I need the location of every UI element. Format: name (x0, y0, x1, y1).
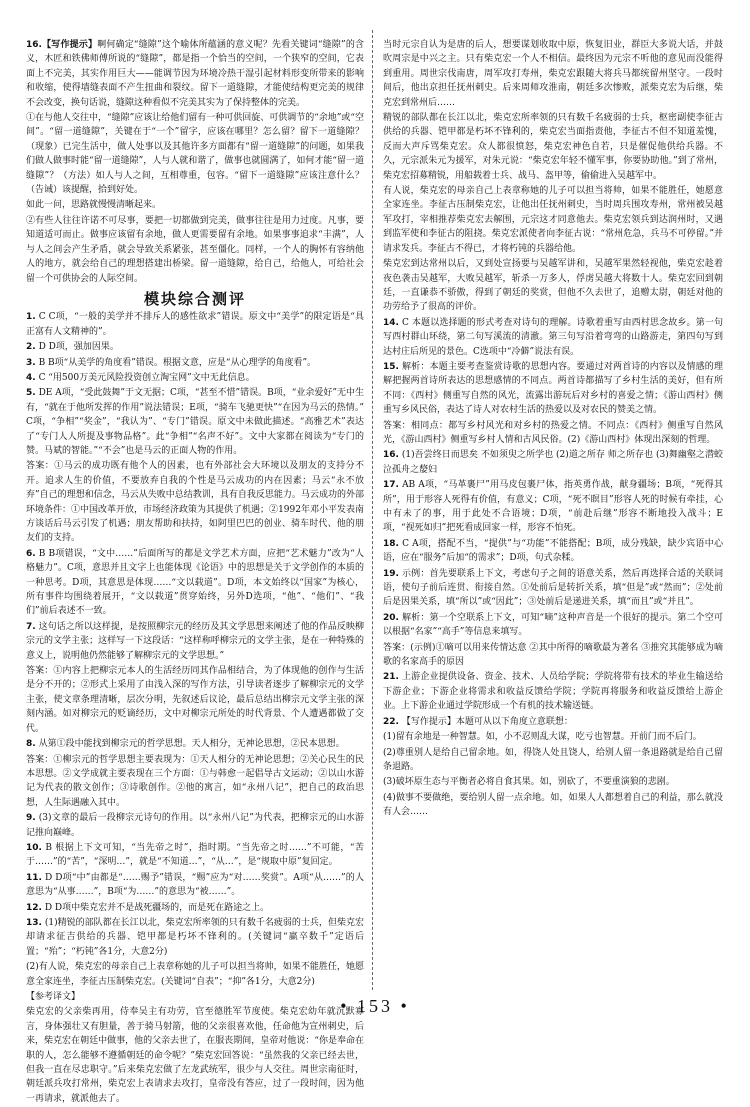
answer-item (26, 960, 364, 989)
answer-item (383, 611, 723, 640)
answer-item (26, 664, 364, 736)
answer-item (26, 340, 364, 354)
question-number: 7. (26, 621, 36, 632)
answer-text: 答案：①柳宗元的哲学思想主要表现为：①天人相分的无神论思想；②关心民生的民本思想。②文学成就主要表现在三个方面：①与韩愈一起倡导古文运动；②以山水游记为代表的散文创作；③诗歌创作。②他的寓言，如“永州八记”，把自己的政治思想，人生际遇融入其中。 (26, 754, 364, 808)
answer-item (26, 1005, 364, 1106)
answer-text: AB A项，“马革裹尸”用马皮包裹尸体，指英勇作战，献身疆场；B项，“死得其所”，用于形容人死得有价值，有意义；C项，“死不瞑目”形容人死的时候有牵挂，心中有未了的事，用于此处不合语境；D项，“前赴后继”形容不断地投入战斗；E项，“视死如归”把死看成回家一样，形容不怕死。 (383, 480, 723, 534)
paragraph: 16.【写作提示】啊何确定“缝隙”这个喻体所蕴涵的意义呢？先看关键词“缝隙”的含义，木匠和铁佛师傅所说的“缝隙”，都是指一个恰当的空间，一个狭窄的空间，它表面上不完美，其实作用巨大——能调节因为环境冷热干湿引起材料形变所带来的影响和收缩，使得墙缝表面不产生扭曲和裂纹。留下一道缝隙，才能使结构更完美的规律不会改变，换句话说，缝隙这种看似不完美其实为了保持整体的完美。 (26, 40, 364, 108)
answer-text: 答案：(示例)①嘀可以用来传情达意 ②其中所得的嘀歌最为著名 ③推究其能够成为嘀歌的名家高手的原因 (383, 642, 723, 668)
answer-text: 【参考译文】 (26, 992, 81, 1002)
answer-item (383, 791, 723, 820)
answer-item (26, 841, 364, 870)
answer-item (26, 356, 364, 370)
answer-item (383, 746, 723, 775)
answer-text: 答案：相同点：都写乡村风光和对乡村的热爱之情。不同点：《西村》侧重写自然风光，《游山西村》侧重写乡村人情和古风民俗。(2)《游山西村》体现出深刻的哲理。 (383, 420, 723, 445)
answer-text: (3)破坏原生态与平衡者必将自食其果。如，别砍了，不要重演狼的悲剧。 (383, 777, 675, 788)
answer-item (383, 537, 723, 566)
answer-text: C “用500万美元风险投资创立淘宝网”文中无此信息。 (38, 372, 255, 383)
answer-text: 精锐的部队都在长江以北，柴克宏所率领的只有数千名疲弱的士兵，枢密副使李征古供给的兵器、铠甲都是朽坏不锋利的，柴克宏当面指责他，李征古不但不知道羞愧，反而大声斥骂柴克宏。众人都很愤怒，柴克宏神色自若，只是催促他供给兵器。不久，元宗派朱元为援军，对朱元说：“柴克宏年轻不懂军事，你要协助他。”到了常州，柴克宏招募精锐，用船载着士兵、战马、盔甲等，偷偷进入吴越军中。 (383, 113, 723, 181)
question-number: 14. (383, 317, 399, 328)
question-number: 4. (26, 372, 36, 383)
answer-text: C 本题以选择题的形式考查对诗句的理解。诗歌着重写由西村思念故乡。第一句写西村群山环绕，第二句写溪流的清澈。第三句写沿着弯弯的山路游走，第四句写到达村庄后所见的景色。C选项中“冷僻”说法有误。 (383, 317, 724, 357)
answer-item (383, 419, 723, 448)
paragraph: ①在与他人交往中，“缝隙”应该让给他们留有一种可供回旋、可供调节的“余地”或“空间”。“留一道缝隙”，关键在于“一个”留字，应该在哪里？怎么留？留下一道缝隙？（现象）已完生活中，做人处事以及其他许多方面都有“留一道缝隙”的问题，如果我们做人做事时能“留一道缝隙”，人与人就和谐了，做事也就圆满了，如何才能“留一道缝隙”？（方法）如人与人之间，互相尊重，包容。“留下一道缝隙”应该注意什么？（告诫）该提醒，拾到好处。 (26, 113, 365, 196)
question-number: 11. (26, 872, 42, 883)
answer-item (26, 620, 364, 663)
question-number: 9. (26, 813, 36, 824)
question-number: 3. (26, 357, 36, 368)
answer-list (383, 38, 723, 820)
answer-item (26, 310, 364, 339)
answer-item (383, 38, 723, 110)
answer-item (26, 386, 364, 458)
answer-item (26, 811, 364, 840)
answer-item (383, 184, 723, 256)
answer-item (26, 737, 364, 751)
answer-item (26, 547, 364, 619)
paragraph: 如此一问，思路就慢慢清晰起来。 (26, 200, 162, 211)
answer-item (26, 871, 364, 900)
answer-text: (4)做事不要做绝，要给别人留一点余地。如，如果人人都想着自己的利益，那么就没有人会…… (383, 792, 723, 818)
answer-text: B B项“从美学的角度看”错误。根据文意，应是“从心理学的角度看”。 (38, 357, 317, 368)
answer-text: 答案：①内容上把柳宗元本人的生活经历同其作品相结合，为了体现他的创作与生活是分不开的；②形式上采用了由浅入深的写作方法，引导读者逐步了解柳宗元的文学主张，使文章条理清晰，层次分明，先叙述后议论，最后总结出柳宗元文学主张的深刻内涵。如对柳宗元的贬谪经历，文中对柳宗元所处的时代背景、个人遭遇都做了交代。 (26, 666, 364, 734)
question-number: 6. (26, 548, 36, 559)
question-number: 16. (383, 450, 399, 461)
question-number: 17. (383, 480, 399, 491)
answer-item (383, 775, 723, 789)
answer-item (383, 257, 723, 315)
answer-text: 有人说，柴克宏的母亲自己上表章称她的儿子可以担当将帅，如果不能胜任，她愿意全家连坐。李征古压制柴克宏，让他出任抚州刺史，当时周兵围攻寿州，常州被吴越军攻打，宰相推荐柴克宏去解围，元宗这才同意他去。柴克宏领兵到达润州时，又遇到监军使和李征古的阻挠。柴克宏派使者向李征古说：“常州危急，兵马不可停留。”并请求发兵。李征古不得已，才将朽钝的兵器给他。 (383, 186, 723, 254)
answer-text: 当时元宗自认为是唐的后人，想要谋划收取中原，恢复旧业，群臣大多说大话，并鼓吹周宗是中兴之主。只有柴克宏一个人不相信。最终因为元宗不听他的意见而没能得到重用。周世宗伐南唐，周军攻打寿州，柴克宏跟随大将兵马都统留州坚守。一段时间后，他出京担任抚州刺史。后来周师攻淮南，朝廷多次惨败，派柴克宏为后继，柴克宏到常州后…… (383, 40, 723, 108)
question-number: 20. (383, 612, 399, 623)
question-number: 10. (26, 842, 42, 853)
answer-text: (2)有人说，柴克宏的母亲自己上表章称她的儿子可以担当将帅，如果不能胜任，她愿意全家连坐，李征古压制柴克宏。(关键词“自表”；“抑”各1分，大意2分) (26, 962, 364, 987)
answer-text: D D项中柴克宏并不是战死疆场的，而是死在路途之上。 (44, 902, 270, 913)
question-number: 21. (383, 672, 399, 683)
answer-item (383, 478, 723, 536)
answer-item (26, 916, 364, 959)
answer-item (383, 715, 723, 729)
answer-text: 答案：①马云的成功既有他个人的因素，也有外部社会大环境以及朋友的支持分不开。追求人生的价值，不要放弃自我的个性是马云成功的内在因素；马云“永不放弃”自己的理想和信念，马云从失败中总结教训，具有自我反思能力。马云成功的外部环境条件：①中国改革开放，市场经济政策为其提供了机遇；②1992年邓小平发表南方谈话后马云引发了机遇；朋友帮助和扶持，如阿里巴巴的创业、骑车时代、他的朋友们的支持。 (26, 461, 364, 544)
question-number: 19. (383, 568, 399, 579)
answer-text: D D项，强加因果。 (38, 342, 119, 353)
answer-text: 柴克宏的父亲柴再用，侍奉吴主有功劳，官至德胜军节度使。柴克宏幼年就沉默寡言，身体强壮又有胆量，善于骑马射箭，他的父亲很喜欢他，任命他为宣州刺史，后来，柴克宏在朝廷中做事，他的父亲去世了，在服丧期间，皇帝对他说：“你是奉命在职的人，怎么能够不遵循朝廷的命令呢？”柴克宏回答说：“虽然我的父亲已经去世，但我一直在尽忠职守。”后来柴克宏做了左龙武统军，很少与人交往。周世宗南征时，朝廷派兵攻打常州，柴克宏上表请求去攻打，皇帝没有答应，过了一段时间，因为他一再请求，就派他去了。 (26, 1007, 364, 1104)
left-column (26, 38, 364, 1107)
answer-text: D D项“中”由都是“……赐予”错误，“赐”应为“对……奖赏”。A项“从……”的人意思为“从事……”，B项“为……”的意思为“被……”。 (26, 872, 364, 898)
question-number: 13. (26, 917, 42, 928)
answer-item (383, 670, 723, 713)
question-number: 12. (26, 902, 42, 913)
answer-item (26, 901, 364, 915)
question-number: 15. (383, 361, 399, 372)
paragraph: ②有些人往往许诺不可尽事，要把一切都做到完美，做事往往是用力过度。凡事，要知道适可而止。做事应该留有余地，做人更需要留有余地。如果事事追求“丰满”，人与人之间会产生矛盾，就会导致关系紧张，甚至僵化。同样，一个人的胸怀有容纳他人的地方，就会给自己的理想搭建出桥梁。留一道缝隙，给自己，给他人，可给社会留一个可供协会的人际空间。 (26, 215, 364, 284)
answer-item (383, 641, 723, 670)
answer-text: (1)精锐的部队都在长江以北，柴克宏所率领的只有数千名疲弱的士兵，但柴克宏却请求征吉供给的兵器、铠甲都是朽坏不锋利的。(关键词“羸卒数千”定语后置；“殆”；“朽钝”各1分，大意2分) (26, 917, 364, 957)
answer-item (383, 360, 723, 418)
answer-text: 【写作提示】本题可从以下角度立意联想： (401, 716, 573, 727)
answer-text: B 根据上下文可知，“当先帝之时”，指时期。“当先帝之时……”不可能，“苦于……”的“苦”，“深明…”，就是“不知道…”，“从…”，是“规取中原”复回定。 (26, 842, 364, 868)
answer-item (383, 567, 723, 610)
answer-text: DE A项，“受此鼓舞”于文无据；C项，“甚至不惜”错误。B项，“业余爱好”无中生有，“就在于他所发挥的作用”说法错误；E项，“骑车飞驰更快”“在因为马云的热情。” C项，“争相”“奖金”，“我认为”、“专门”错误。原文中未做此描述。“高雅艺术”表达了“专门人人所提及事物品格”。此“争相”“名声不好”。文中大家都在阅读为“专门的赞。马斌的智能。”“不会”也是马云的正面人物的作用。 (26, 388, 364, 456)
answer-item (383, 448, 723, 477)
answer-item (383, 111, 723, 183)
column-divider (372, 30, 373, 990)
page-number: • 153 • (340, 996, 410, 1016)
answer-text: B B项错误，“文中……”后面所写的都是文学艺术方面，应把“艺术魅力”改为“人格魅力”。C项，意思并且文字上也能体现《论语》中的思想是关于文学创作的本质的一种思考。D项，其意思是体现……“文以载道”。D项，本文始终以“国家”为核心，所有事件均围绕着展开，“文以载道”贯穿始终，另外D选项，“他”、“他们”、“我们”前后表述不一致。 (26, 548, 364, 617)
answer-text: C C项，“一般的美学并不排斥人的感性欲求”错误。原文中“美学”的限定语是“具正富有人文精神的”。 (26, 312, 364, 337)
right-column (383, 38, 723, 821)
section-title: 模块综合测评 (143, 289, 246, 308)
question-number: 22. (383, 716, 399, 727)
writing-hint-block (26, 38, 364, 286)
answer-text: 从第①段中能找到柳宗元的哲学思想。天人相分，无神论思想，②民本思想。 (38, 739, 345, 750)
answer-item (383, 730, 723, 744)
question-number: 2. (26, 342, 36, 353)
answer-text: C A项，搭配不当，“提供”与“功能”不能搭配；B项，成分残缺，缺少宾语中心语，应在“服务”后加“的需求”；D项，句式杂糅。 (383, 538, 723, 564)
answer-item (26, 753, 364, 811)
question-number: 1. (26, 312, 36, 323)
answer-text: 上游企业提供设备、资金、技术、人员给学院；学院将带有技术的毕业生输送给下游企业；下游企业将需求和收益反馈给学院；学院再将服务和收益反馈给上游企业。上下游企业通过学院形成一个有机的技术输送链。 (383, 672, 723, 712)
answer-text: 这句话之所以这样提，是按照柳宗元的经历及其文学思想来阐述了他的作品反映柳宗元的文学主张；这样写一下这段话：“这样称呼柳宗元的文学主张，是在一种特殊的意义上，说明他仍然能够了解柳宗元的文学思想。” (26, 621, 364, 661)
question-number: 18. (383, 538, 399, 549)
answer-text: (1)吾尝终日而思矣 不如须臾之所学也 (2)道之所存 师之所存也 (3)舞幽壑之潜蛟 泣孤舟之嫠妇 (383, 450, 723, 475)
answer-text: 柴克宏到达常州以后，又到处宣扬要与吴越军讲和，吴越军果然轻视他，柴克宏趁着夜色袭击吴越军，大败吴越军，斩杀一万多人，俘虏吴越大将数十人。柴克宏回到朝廷，一直谦恭不骄傲，得到了朝廷的奖赏，但他不久去世了，追赠太尉，朝廷对他的功劳给予了很高的评价。 (383, 259, 723, 313)
answer-text: (2)尊重别人是给自己留余地。如，得饶人处且饶人，给别人留一条退路就是给自己留条退路。 (383, 747, 723, 772)
answer-text: (3)文章的最后一段柳宗元诗句的作用。以“永州八记”为代表，把柳宗元的山水游记推向巅峰。 (26, 813, 364, 838)
answer-item (26, 459, 364, 545)
answer-text: 示例：首先要联系上下文，考虑句子之间的语意关系，然后再选择合适的关联词语，使句子前后连贯、衔接自然。①处前后是转折关系，填“但是”或“然而”；②处前后是因果关系，填“所以”或“因此”；③处前后是递进关系，填“而且”或“并且”。 (383, 568, 723, 608)
answer-text: 解析：第一个空联系上下文，可知“嘀”这种声音是一个很好的提示。第二个空可以根据“名家”“高手”等信息来填写。 (383, 612, 723, 638)
answer-item (26, 371, 364, 385)
question-number: 5. (26, 388, 36, 399)
answer-text: (1)留有余地是一种智慧。如，小不忍则乱大谋，吃亏也智慧。开前门而不后门。 (383, 732, 702, 743)
answer-list (26, 310, 364, 1106)
answer-text: 解析：本题主要考查鉴赏诗歌的思想内容。要通过对两首诗的内容以及情感的理解把握两首诗所表达的思想感情的不同点。两首诗都描写了乡村生活的美好，但有所不同：《西村》侧重写自然的风光，流露出游玩后对乡村的喜爱之情；《游山西村》侧重写乡风民俗，表达了诗人对农村生活的热爱以及对农民的赞美之情。 (383, 361, 723, 416)
answer-item (383, 316, 723, 359)
question-number: 8. (26, 739, 36, 750)
